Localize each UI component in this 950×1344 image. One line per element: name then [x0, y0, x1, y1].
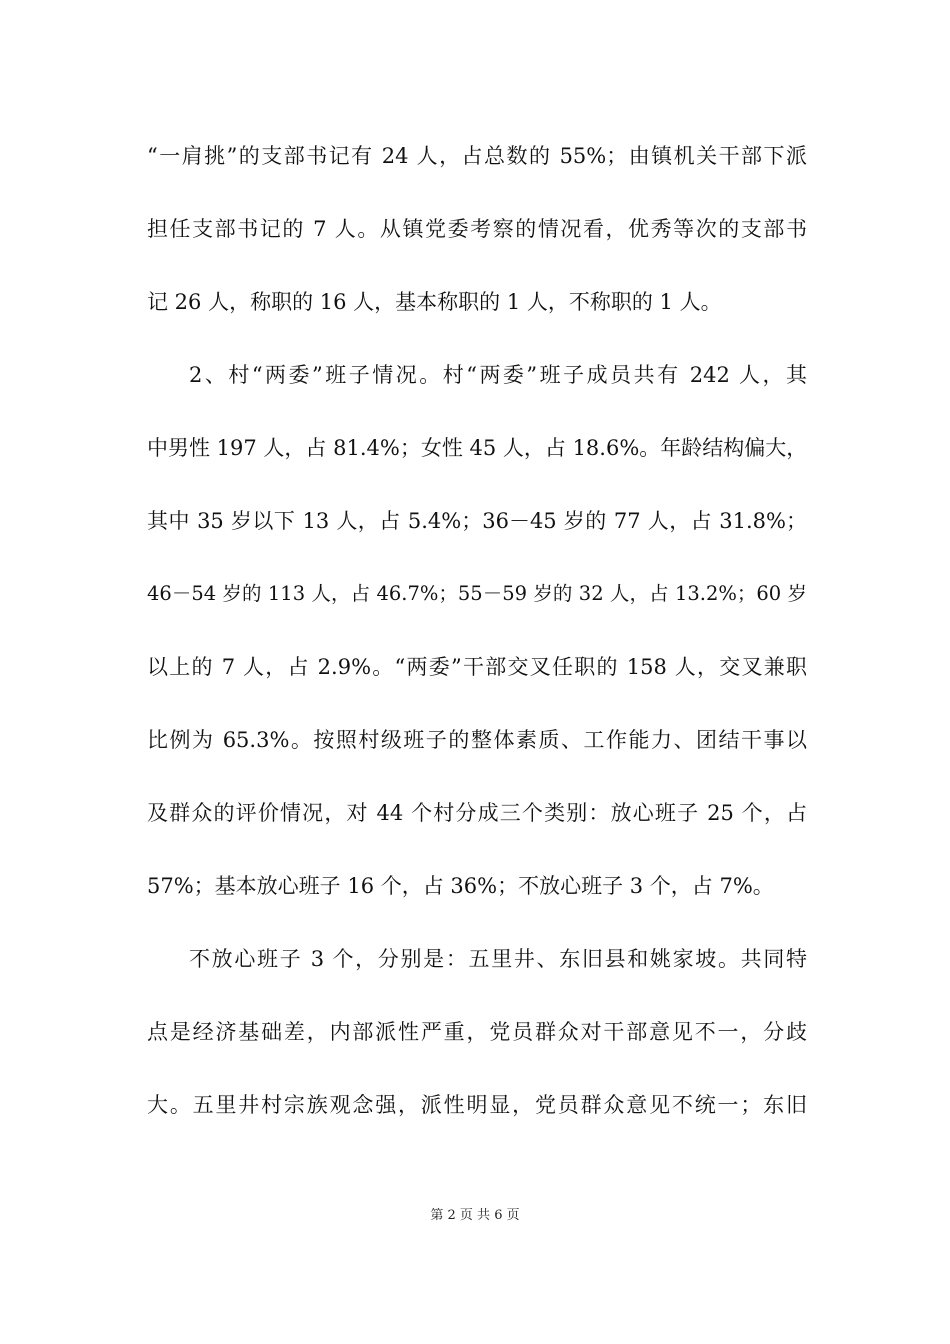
paragraph-2-line-4: 46－54 岁的 113 人，占 46.7%；55－59 岁的 32 人，占 13.2%；60 岁: [147, 582, 807, 605]
paragraph-2-line-7: 及群众的评价情况，对 44 个村分成三个类别：放心班子 25 个，占: [147, 801, 807, 825]
paragraph-2-line-6: 比例为 65.3%。按照村级班子的整体素质、工作能力、团结干事以: [147, 728, 807, 752]
paragraph-1-line-3: 记 26 人，称职的 16 人，基本称职的 1 人，不称职的 1 人。: [147, 290, 722, 314]
paragraph-2-line-1: 2、村“两委”班子情况。村“两委”班子成员共有 242 人，其: [189, 363, 807, 387]
paragraph-1-line-1: “一肩挑”的支部书记有 24 人，占总数的 55%；由镇机关干部下派: [147, 144, 807, 168]
paragraph-2-line-8: 57%；基本放心班子 16 个，占 36%；不放心班子 3 个，占 7%。: [147, 874, 774, 898]
paragraph-2-line-2: 中男性 197 人，占 81.4%；女性 45 人，占 18.6%。年龄结构偏大，: [147, 436, 808, 460]
paragraph-2-line-5: 以上的 7 人，占 2.9%。“两委”干部交叉任职的 158 人，交叉兼职: [147, 655, 807, 679]
paragraph-2-line-3: 其中 35 岁以下 13 人，占 5.4%；36－45 岁的 77 人，占 31.8%；: [147, 509, 807, 533]
paragraph-3-line-3: 大。五里井村宗族观念强，派性明显，党员群众意见不统一；东旧: [147, 1093, 807, 1117]
paragraph-3-line-2: 点是经济基础差，内部派性严重，党员群众对干部意见不一，分歧: [147, 1020, 807, 1044]
paragraph-3-line-1: 不放心班子 3 个，分别是：五里井、东旧县和姚家坡。共同特: [189, 947, 807, 971]
paragraph-1-line-2: 担任支部书记的 7 人。从镇党委考察的情况看，优秀等次的支部书: [147, 217, 807, 241]
page-number-footer: 第 2 页 共 6 页: [430, 1208, 520, 1223]
